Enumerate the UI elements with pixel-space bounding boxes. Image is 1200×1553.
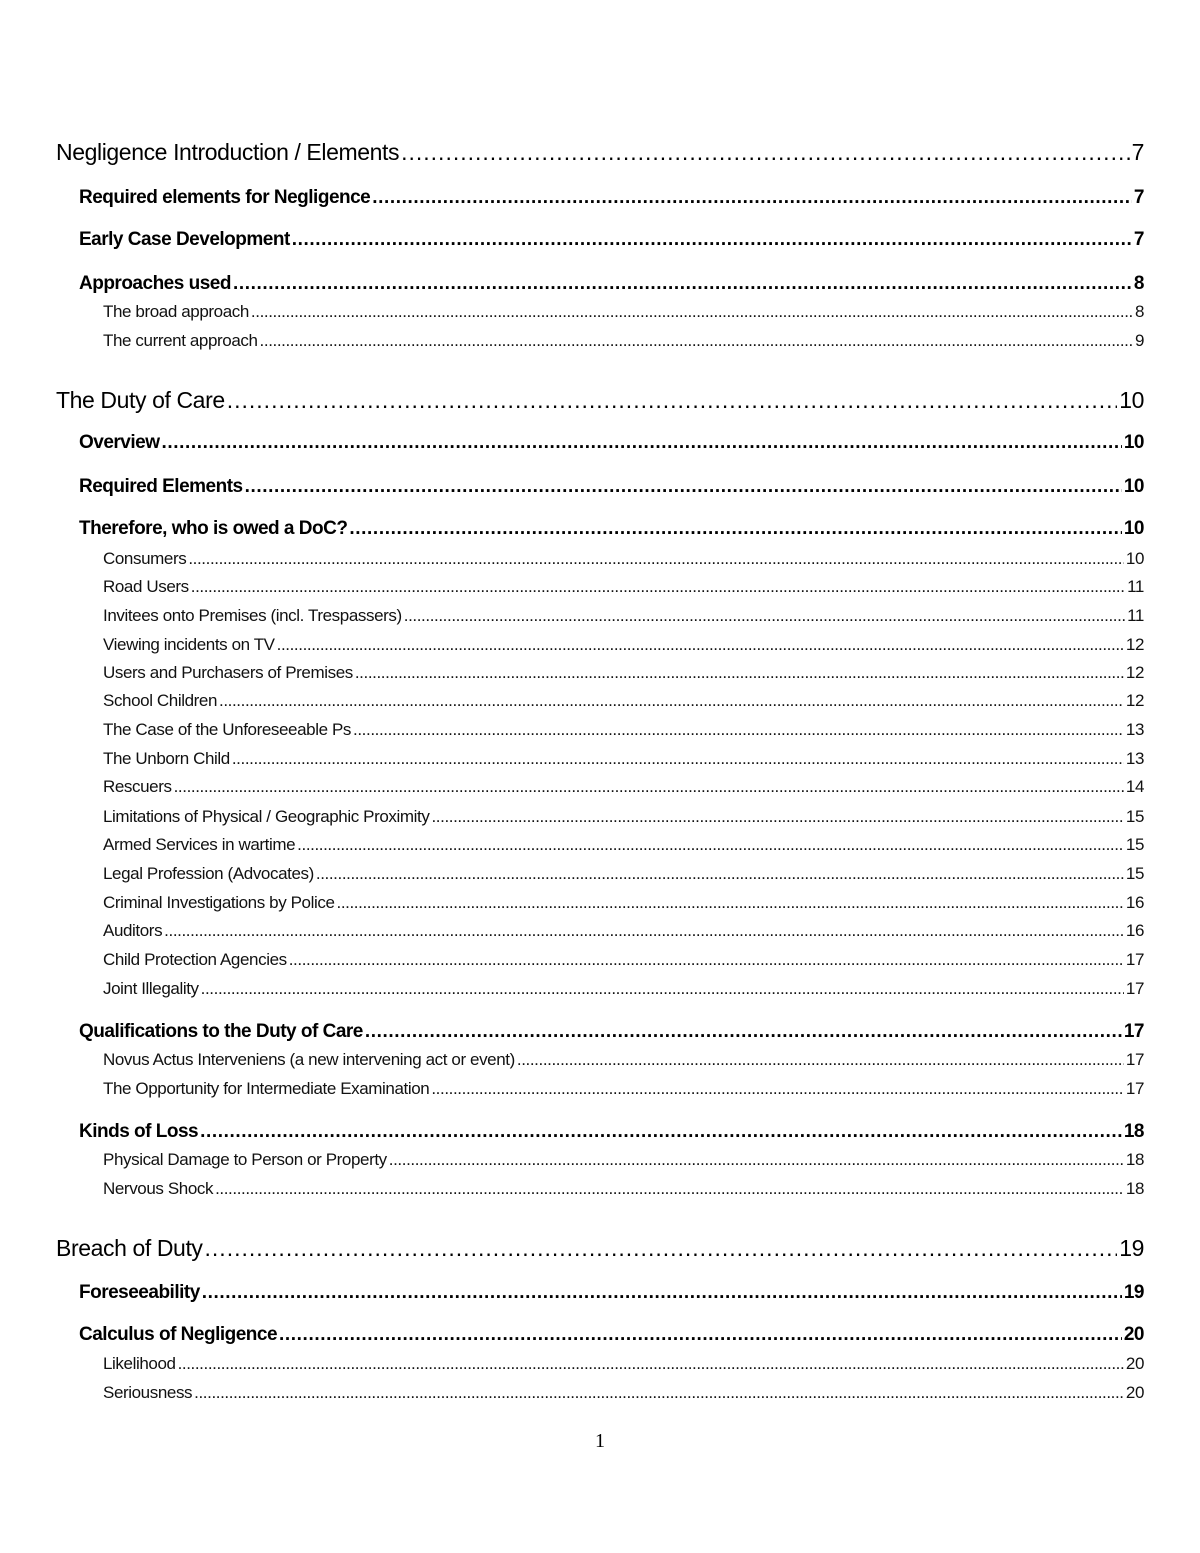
toc-entry-level-2[interactable] <box>56 1121 1144 1143</box>
toc-entry-page: 10 <box>1119 387 1144 413</box>
toc-entry-level-3[interactable] <box>56 1050 1144 1070</box>
toc-entry-page: 16 <box>1125 893 1144 912</box>
toc-entry-title: Armed Services in wartime <box>103 835 296 854</box>
page-number: 1 <box>595 1430 605 1452</box>
toc-entry-title: Therefore, who is owed a DoC? <box>79 518 348 539</box>
toc-entry-level-3[interactable] <box>56 1179 1144 1199</box>
toc-entry-level-2[interactable] <box>56 518 1144 540</box>
toc-entry-level-3[interactable] <box>56 749 1144 769</box>
toc-entry-title: Invitees onto Premises (incl. Trespassers) <box>103 606 402 625</box>
dot-leader <box>431 1079 1124 1099</box>
toc-entry-page: 19 <box>1119 1235 1144 1261</box>
toc-entry-page: 20 <box>1123 1324 1144 1345</box>
dot-leader <box>188 549 1124 569</box>
dot-leader <box>251 302 1133 322</box>
toc-entry-page: 18 <box>1123 1121 1144 1142</box>
toc-entry-title: Likelihood <box>103 1354 176 1373</box>
toc-entry-page: 7 <box>1131 139 1144 165</box>
toc-entry-page: 20 <box>1125 1354 1144 1373</box>
dot-leader <box>337 893 1124 913</box>
toc-entry-level-1[interactable] <box>56 387 1144 414</box>
toc-entry-level-2[interactable] <box>56 273 1144 295</box>
toc-entry-level-3[interactable] <box>56 835 1144 855</box>
toc-entry-page: 15 <box>1125 807 1144 826</box>
dot-leader <box>401 139 1129 166</box>
toc-entry-title: Approaches used <box>79 273 231 294</box>
toc-entry-level-2[interactable] <box>56 1282 1144 1304</box>
toc-entry-page: 17 <box>1125 1079 1144 1098</box>
dot-leader <box>349 518 1121 540</box>
dot-leader <box>215 1179 1124 1199</box>
toc-entry-page: 17 <box>1123 1021 1144 1042</box>
dot-leader <box>201 979 1124 999</box>
toc-entry-page: 12 <box>1125 635 1144 654</box>
toc-entry-page: 17 <box>1125 979 1144 998</box>
toc-entry-title: Calculus of Negligence <box>79 1324 278 1345</box>
toc-entry-page: 11 <box>1127 577 1144 596</box>
toc-entry-title: The Duty of Care <box>56 387 225 413</box>
toc-entry-level-3[interactable] <box>56 331 1144 351</box>
toc-entry-level-2[interactable] <box>56 187 1144 209</box>
toc-entry-page: 12 <box>1125 663 1144 682</box>
dot-leader <box>233 273 1132 295</box>
dot-leader <box>219 691 1124 711</box>
toc-entry-level-3[interactable] <box>56 979 1144 999</box>
dot-leader <box>174 777 1124 797</box>
toc-entry-level-3[interactable] <box>56 302 1144 322</box>
toc-entry-page: 13 <box>1125 749 1144 768</box>
toc-entry-title: The Case of the Unforeseeable Ps <box>103 720 352 739</box>
toc-entry-level-3[interactable] <box>56 691 1144 711</box>
toc-entry-level-2[interactable] <box>56 1021 1144 1043</box>
toc-entry-page: 11 <box>1127 606 1144 625</box>
toc-entry-title: Breach of Duty <box>56 1235 203 1261</box>
dot-leader <box>232 749 1124 769</box>
toc-entry-level-3[interactable] <box>56 549 1144 569</box>
toc-entry-page: 17 <box>1125 1050 1144 1069</box>
toc-entry-title: Negligence Introduction / Elements <box>56 139 400 165</box>
toc-entry-page: 19 <box>1123 1282 1144 1303</box>
toc-entry-page: 9 <box>1134 331 1144 350</box>
toc-entry-page: 20 <box>1125 1383 1144 1402</box>
toc-entry-title: Kinds of Loss <box>79 1121 199 1142</box>
toc-entry-title: Rescuers <box>103 777 172 796</box>
toc-entry-title: Consumers <box>103 549 187 568</box>
toc-entry-page: 10 <box>1123 518 1144 539</box>
toc-entry-level-3[interactable] <box>56 577 1144 597</box>
toc-entry-level-3[interactable] <box>56 635 1144 655</box>
toc-entry-level-3[interactable] <box>56 950 1144 970</box>
toc-entry-level-2[interactable] <box>56 229 1144 251</box>
toc-entry-page: 14 <box>1125 777 1144 796</box>
toc-entry-page: 15 <box>1125 864 1144 883</box>
toc-entry-page: 8 <box>1133 273 1144 294</box>
toc-entry-level-3[interactable] <box>56 777 1144 797</box>
toc-entry-title: Overview <box>79 432 160 453</box>
dot-leader <box>194 1383 1124 1403</box>
toc-entry-level-3[interactable] <box>56 1354 1144 1374</box>
toc-entry-level-3[interactable] <box>56 921 1144 941</box>
toc-entry-title: Nervous Shock <box>103 1179 214 1198</box>
toc-entry-title: The broad approach <box>103 302 249 321</box>
toc-entry-level-1[interactable] <box>56 1235 1144 1262</box>
toc-entry-title: Early Case Development <box>79 229 290 250</box>
dot-leader <box>279 1324 1122 1346</box>
toc-entry-level-3[interactable] <box>56 864 1144 884</box>
toc-entry-level-3[interactable] <box>56 807 1144 827</box>
toc-entry-level-3[interactable] <box>56 720 1144 740</box>
dot-leader <box>365 1021 1122 1043</box>
toc-entry-page: 7 <box>1133 229 1144 250</box>
dot-leader <box>178 1354 1124 1374</box>
dot-leader <box>431 807 1123 827</box>
toc-entry-page: 10 <box>1125 549 1144 568</box>
toc-entry-title: The current approach <box>103 331 258 350</box>
toc-entry-level-2[interactable] <box>56 476 1144 498</box>
toc-entry-title: Physical Damage to Person or Property <box>103 1150 387 1169</box>
toc-entry-page: 18 <box>1125 1179 1144 1198</box>
toc-entry-title: The Unborn Child <box>103 749 230 768</box>
toc-entry-level-3[interactable] <box>56 663 1144 683</box>
dot-leader <box>205 1235 1118 1262</box>
toc-entry-title: Seriousness <box>103 1383 193 1402</box>
toc-entry-page: 8 <box>1134 302 1144 321</box>
toc-entry-level-3[interactable] <box>56 1383 1144 1403</box>
toc-entry-page: 10 <box>1123 476 1144 497</box>
toc-entry-title: Novus Actus Interveniens (a new intervening act or event) <box>103 1050 515 1069</box>
dot-leader <box>372 187 1132 209</box>
toc-entry-title: Required Elements <box>79 476 243 497</box>
toc-entry-page: 17 <box>1125 950 1144 969</box>
toc-entry-level-3[interactable] <box>56 1079 1144 1099</box>
dot-leader <box>292 229 1132 251</box>
toc-entry-title: School Children <box>103 691 218 710</box>
toc-entry-page: 13 <box>1125 720 1144 739</box>
toc-entry-title: Auditors <box>103 921 163 940</box>
dot-leader <box>227 387 1117 414</box>
dot-leader <box>389 1150 1124 1170</box>
toc-entry-title: Child Protection Agencies <box>103 950 287 969</box>
toc-entry-title: Required elements for Negligence <box>79 187 371 208</box>
toc-entry-title: Criminal Investigations by Police <box>103 893 335 912</box>
dot-leader <box>277 635 1124 655</box>
dot-leader <box>404 606 1125 626</box>
dot-leader <box>245 476 1122 498</box>
toc-entry-page: 12 <box>1125 691 1144 710</box>
dot-leader <box>289 950 1124 970</box>
toc-entry-title: Users and Purchasers of Premises <box>103 663 353 682</box>
dot-leader <box>202 1282 1122 1304</box>
toc-entry-title: Road Users <box>103 577 189 596</box>
toc-entry-title: Legal Profession (Advocates) <box>103 864 314 883</box>
toc-entry-title: The Opportunity for Intermediate Examination <box>103 1079 430 1098</box>
toc-entry-page: 18 <box>1125 1150 1144 1169</box>
dot-leader <box>353 720 1124 740</box>
dot-leader <box>517 1050 1124 1070</box>
dot-leader <box>297 835 1124 855</box>
toc-entry-title: Limitations of Physical / Geographic Proximity <box>103 807 430 826</box>
toc-entry-page: 15 <box>1125 835 1144 854</box>
dot-leader <box>162 432 1122 454</box>
toc-entry-level-2[interactable] <box>56 1324 1144 1346</box>
dot-leader <box>355 663 1124 683</box>
dot-leader <box>191 577 1125 597</box>
toc-entry-page: 10 <box>1123 432 1144 453</box>
toc-entry-level-3[interactable] <box>56 893 1144 913</box>
toc-entry-title: Qualifications to the Duty of Care <box>79 1021 363 1042</box>
toc-entry-level-2[interactable] <box>56 432 1144 454</box>
toc-entry-level-1[interactable] <box>56 139 1144 166</box>
toc-entry-page: 16 <box>1125 921 1144 940</box>
dot-leader <box>316 864 1124 884</box>
toc-entry-page: 7 <box>1133 187 1144 208</box>
toc-entry-title: Viewing incidents on TV <box>103 635 275 654</box>
dot-leader <box>260 331 1133 351</box>
toc-entry-title: Joint Illegality <box>103 979 199 998</box>
dot-leader <box>164 921 1124 941</box>
toc-entry-title: Foreseeability <box>79 1282 200 1303</box>
dot-leader <box>200 1121 1122 1143</box>
toc-entry-level-3[interactable] <box>56 606 1144 626</box>
toc-entry-level-3[interactable] <box>56 1150 1144 1170</box>
